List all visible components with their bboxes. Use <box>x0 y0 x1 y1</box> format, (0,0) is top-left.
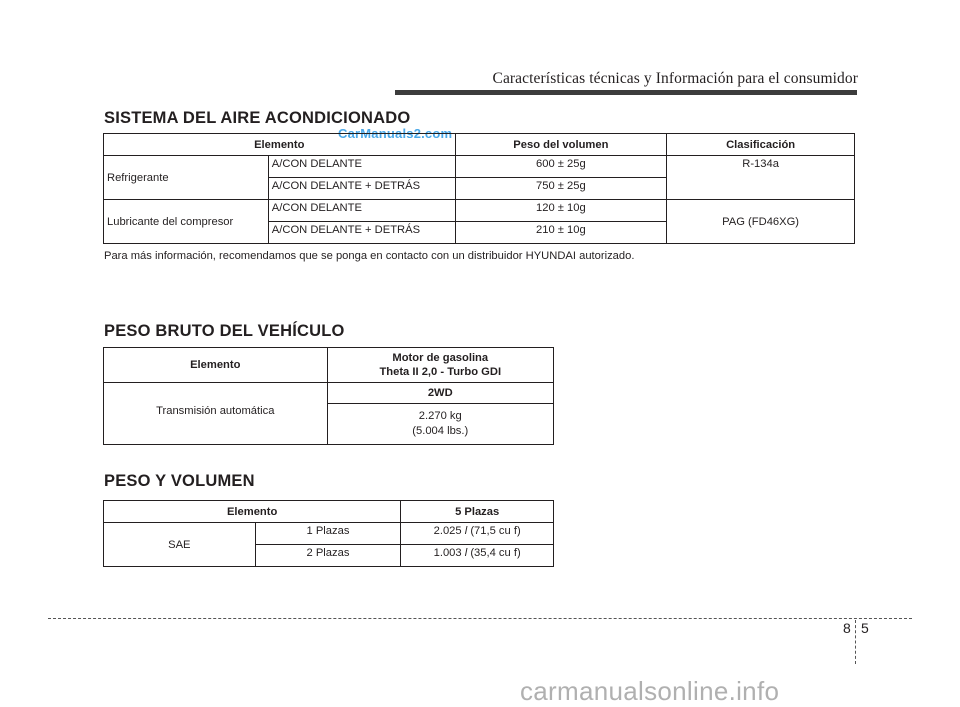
variant-weight: 750 ± 25g <box>455 178 667 200</box>
column-header: Elemento <box>104 134 456 156</box>
table-header-row <box>104 134 855 156</box>
header-bar <box>395 90 857 95</box>
table-header-row <box>104 501 554 523</box>
row-item-label: SAE <box>104 523 256 567</box>
litre-unit: l <box>464 525 468 537</box>
section-title-gross-weight: PESO BRUTO DEL VEHÍCULO <box>104 322 345 340</box>
engine-line-1: Motor de gasolina <box>392 352 489 364</box>
table-row <box>104 156 855 178</box>
weight-kg: 2.270 kg <box>418 410 462 422</box>
variant-weight: 120 ± 10g <box>455 200 667 222</box>
variant-weight: 600 ± 25g <box>455 156 667 178</box>
column-header-engine <box>327 348 553 383</box>
seat-row-label: 1 Plazas <box>255 523 401 545</box>
footer-divider <box>48 618 912 619</box>
volume-value: 2.025 l (71,5 cu f) <box>401 523 554 545</box>
seat-row-label: 2 Plazas <box>255 545 401 567</box>
engine-line-2: Theta II 2,0 - Turbo GDI <box>379 366 502 378</box>
page-number: 5 <box>861 620 869 636</box>
gross-weight-value <box>327 404 553 445</box>
section-title-weight-volume: PESO Y VOLUMEN <box>104 472 255 490</box>
row-item-label: Transmisión automática <box>104 383 328 445</box>
watermark: CarManuals2.com <box>338 126 453 141</box>
weight-volume-table <box>103 500 554 567</box>
volume-value: 1.003 l (35,4 cu f) <box>401 545 554 567</box>
row-item-label: Refrigerante <box>104 156 269 200</box>
variant-name: A/CON DELANTE + DETRÁS <box>268 178 455 200</box>
column-header: Elemento <box>104 501 401 523</box>
variant-weight: 210 ± 10g <box>455 222 667 244</box>
table-header-row <box>104 348 554 383</box>
table-row <box>104 200 855 222</box>
page-header-title: Características técnicas y Información para el consumidor <box>492 70 858 87</box>
column-header: Peso del volumen <box>455 134 667 156</box>
ac-note: Para más información, recomendamos que se ponga en contacto con un distribuidor HYUNDAI autorizado. <box>104 250 635 262</box>
variant-name: A/CON DELANTE <box>268 200 455 222</box>
classification: PAG (FD46XG) <box>667 200 855 244</box>
table-row <box>104 383 554 404</box>
site-footer-watermark: carmanualsonline.info <box>520 676 780 706</box>
gross-weight-table <box>103 347 554 445</box>
litre-unit: l <box>464 547 468 559</box>
drive-type: 2WD <box>327 383 553 404</box>
section-title-ac-system: SISTEMA DEL AIRE ACONDICIONADO <box>104 109 411 127</box>
table-row <box>104 523 554 545</box>
column-header: 5 Plazas <box>401 501 554 523</box>
row-item-label: Lubricante del compresor <box>104 200 269 244</box>
page-number-separator <box>855 620 856 664</box>
classification: R-134a <box>667 156 855 200</box>
page-chapter: 8 <box>843 620 851 636</box>
variant-name: A/CON DELANTE <box>268 156 455 178</box>
column-header: Elemento <box>104 348 328 383</box>
column-header: Clasificación <box>667 134 855 156</box>
variant-name: A/CON DELANTE + DETRÁS <box>268 222 455 244</box>
weight-lbs: (5.004 lbs.) <box>412 425 469 437</box>
ac-system-table <box>103 133 855 244</box>
